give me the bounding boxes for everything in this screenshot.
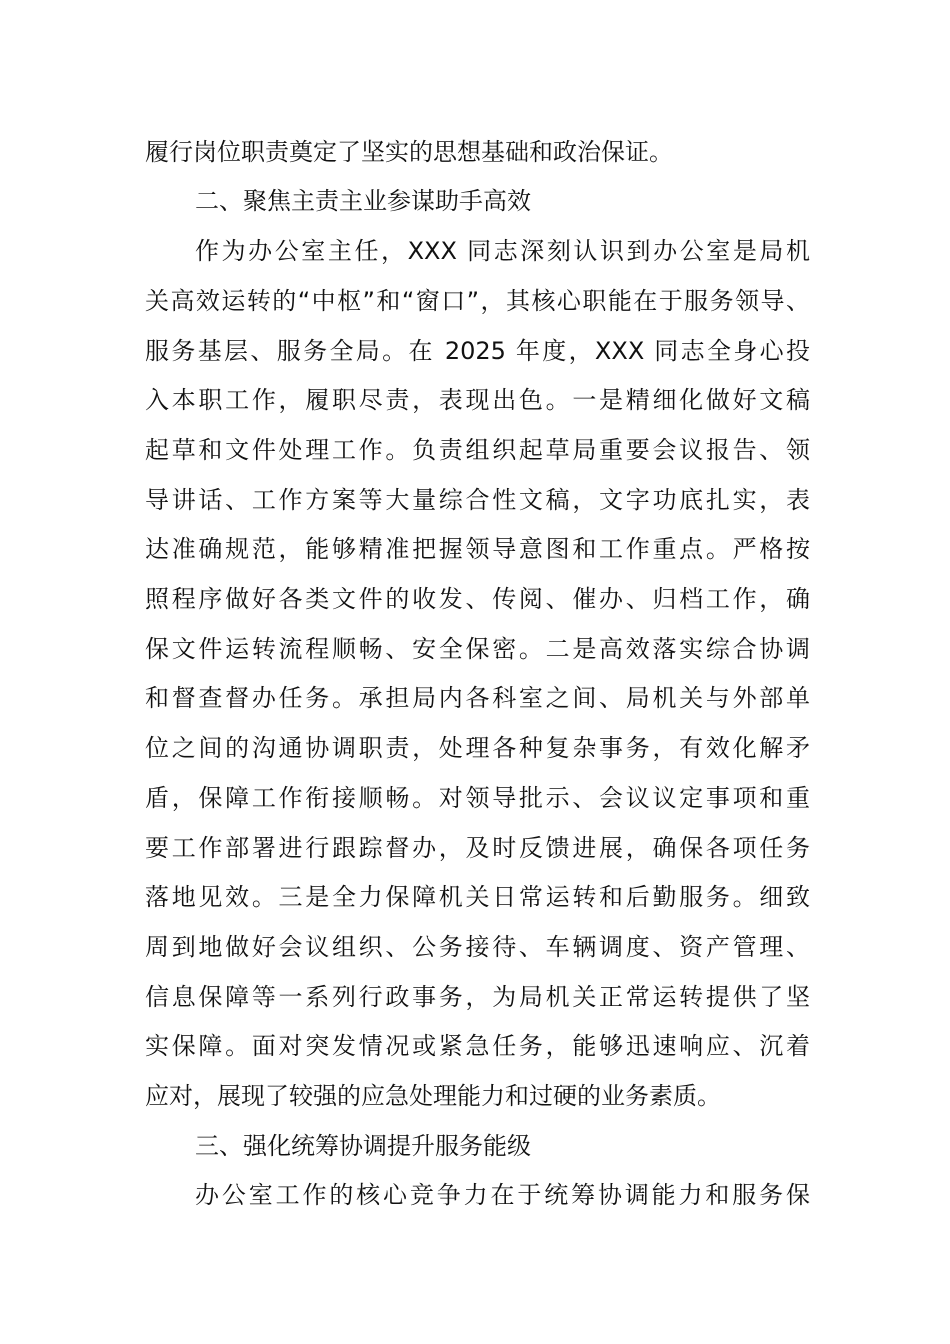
paragraph-line: 办公室工作的核心竞争力在于统筹协调能力和服务保 [195,1181,810,1209]
paragraph-line: 关高效运转的“中枢”和“窗口”，其核心职能在于服务领导、 [145,287,810,315]
paragraph-line: 入本职工作，履职尽责，表现出色。一是精细化做好文稿 [145,386,810,414]
paragraph-line: 服务基层、服务全局。在 2025 年度，XXX 同志全身心投 [145,337,810,365]
paragraph-line: 达准确规范，能够精准把握领导意图和工作重点。严格按 [145,535,810,563]
section-heading-3: 三、强化统筹协调提升服务能级 [195,1132,531,1160]
paragraph-line: 导讲话、工作方案等大量综合性文稿，文字功底扎实，表 [145,486,810,514]
paragraph-line: 要工作部署进行跟踪督办，及时反馈进展，确保各项任务 [145,834,810,862]
paragraph-line: 作为办公室主任，XXX 同志深刻认识到办公室是局机 [195,237,810,265]
paragraph-line: 履行岗位职责奠定了坚实的思想基础和政治保证。 [145,138,673,166]
paragraph-line: 照程序做好各类文件的收发、传阅、催办、归档工作，确 [145,585,810,613]
paragraph-line: 实保障。面对突发情况或紧急任务，能够迅速响应、沉着 [145,1032,810,1060]
section-heading-2: 二、聚焦主责主业参谋助手高效 [195,187,531,215]
paragraph-line: 盾，保障工作衔接顺畅。对领导批示、会议议定事项和重 [145,784,810,812]
paragraph-line: 信息保障等一系列行政事务，为局机关正常运转提供了坚 [145,983,810,1011]
paragraph-line: 周到地做好会议组织、公务接待、车辆调度、资产管理、 [145,933,810,961]
paragraph-line: 位之间的沟通协调职责，处理各种复杂事务，有效化解矛 [145,734,810,762]
paragraph-line: 和督查督办任务。承担局内各科室之间、局机关与外部单 [145,684,810,712]
paragraph-line: 保文件运转流程顺畅、安全保密。二是高效落实综合协调 [145,635,810,663]
paragraph-line: 应对，展现了较强的应急处理能力和过硬的业务素质。 [145,1082,721,1110]
paragraph-line: 起草和文件处理工作。负责组织起草局重要会议报告、领 [145,436,810,464]
paragraph-line: 落地见效。三是全力保障机关日常运转和后勤服务。细致 [145,883,810,911]
